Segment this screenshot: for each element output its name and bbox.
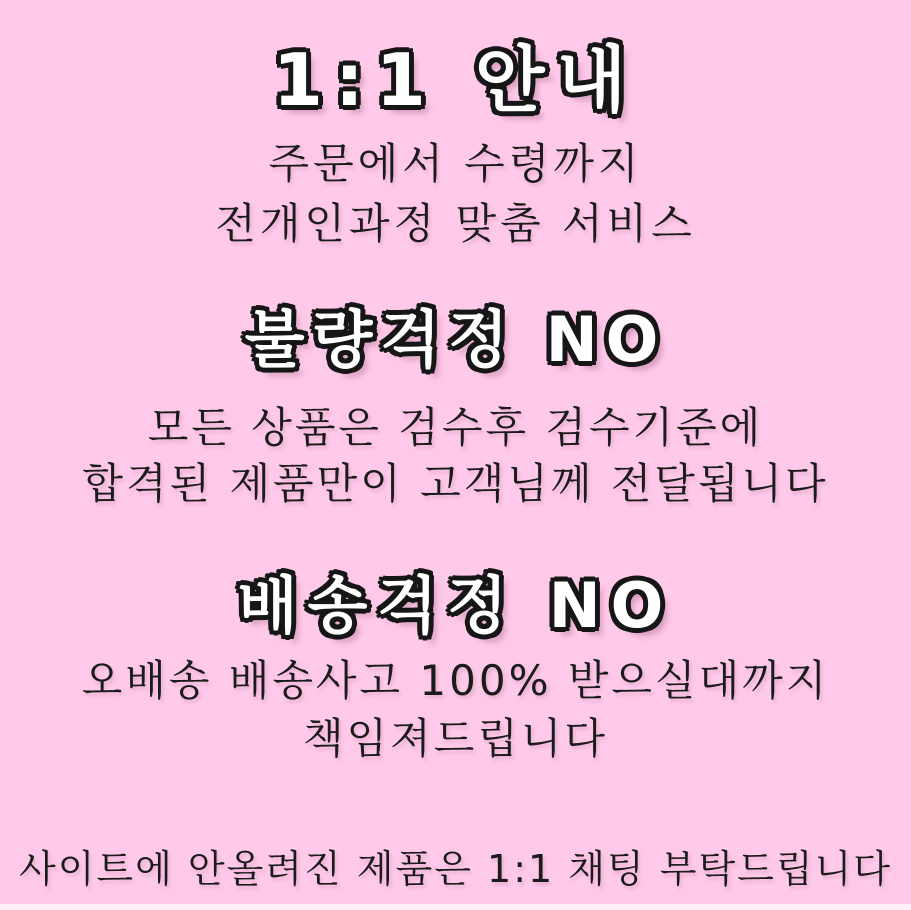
quality-line-1: 모든 상품은 검수후 검수기준에 — [147, 403, 764, 452]
quality-section-heading: 불량걱정 NO — [244, 303, 667, 376]
bottom-edge-strip — [0, 904, 911, 910]
shipping-section-heading: 배송걱정 NO — [237, 569, 674, 642]
shipping-section-text — [0, 652, 911, 768]
intro-text — [0, 134, 911, 254]
shipping-line-2: 책임져드립니다 — [302, 714, 608, 763]
shipping-line-1: 오배송 배송사고 100% 받으실대까지 — [81, 656, 830, 705]
intro-line-2: 전개인과정 맞춤 서비스 — [215, 199, 696, 248]
page-title: 1:1 안내 — [272, 38, 639, 122]
quality-line-2: 합격된 제품만이 고객님께 전달됩니다 — [82, 459, 829, 508]
quality-section-text — [0, 400, 911, 512]
intro-line-1: 주문에서 수령까지 — [268, 139, 643, 188]
footer-note: 사이트에 안올려진 제품은 1:1 채팅 부탁드립니다 — [18, 847, 892, 891]
